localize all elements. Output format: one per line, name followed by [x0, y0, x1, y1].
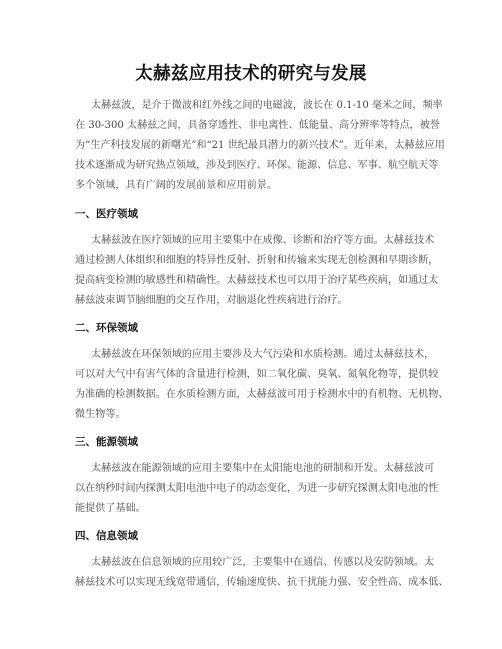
- paragraph-line: 技术逐渐成为研究热点领域，涉及到医疗、环保、能源、信息、军事、航空航天等: [75, 160, 439, 171]
- paragraph-line: 在 30-300 太赫兹之间，具备穿透性、非电离性、低能量、高分辨率等特点，被誉: [75, 120, 440, 131]
- paragraph-line: 通过检测人体组织和细胞的特异性反射、折射和传输来实现无创检测和早期诊断，: [75, 255, 439, 266]
- section-paragraph-environment: [75, 345, 449, 425]
- paragraph-line: 提高病变检测的敏感性和精确性。太赫兹技术也可以用于治疗某些疾病，如通过太: [75, 275, 439, 286]
- section-heading-information: 四、信息领域: [75, 530, 138, 542]
- paragraph-line: 多个领域，具有广阔的发展前景和应用前景。: [75, 180, 277, 191]
- paragraph-line: 可以对大气中有害气体的含量进行检测，如二氧化碳、臭氧、氮氧化物等，提供较: [75, 369, 439, 380]
- section-heading-energy: 三、能源领域: [75, 436, 138, 448]
- document-title: 太赫兹应用技术的研究与发展: [135, 64, 367, 84]
- paragraph-line: 太赫兹波在医疗领域的应用主要集中在成像、诊断和治疗等方面。太赫兹技术: [91, 235, 435, 246]
- section-paragraph-information: [75, 553, 449, 593]
- paragraph-line: 赫兹技术可以实现无线宽带通信，传输速度快、抗干扰能力强、安全性高、成本低、: [75, 577, 449, 588]
- paragraph-line: 赫兹波束调节脑细胞的交互作用，对脑退化性疾病进行治疗。: [75, 295, 348, 306]
- paragraph-line: 为“生产科技发展的新曙光”和“21 世纪最具潜力的新兴技术”。近年来，太赫兹应用: [75, 140, 445, 151]
- paragraph-line: 太赫兹波在信息领域的应用较广泛，主要集中在通信、传感以及安防领域。太: [91, 557, 435, 568]
- paragraph-line: 微生物等。: [75, 409, 126, 420]
- paragraph-line: 太赫兹波在环保领域的应用主要涉及大气污染和水质检测。通过太赫兹技术，: [91, 349, 435, 360]
- paragraph-line: 太赫兹波在能源领域的应用主要集中在太阳能电池的研制和开发。太赫兹波可: [91, 463, 435, 474]
- paragraph-line: 太赫兹波，是介于微波和红外线之间的电磁波，波长在 0.1-10 毫米之间，频率: [91, 100, 443, 111]
- section-paragraph-energy: [75, 459, 439, 519]
- section-heading-medical: 一、医疗领域: [75, 208, 138, 220]
- paragraph-line: 能提供了基础。: [75, 503, 146, 514]
- intro-paragraph: [75, 96, 445, 196]
- paragraph-line: 为准确的检测数据。在水质检测方面，太赫兹波可用于检测水中的有机物、无机物、: [75, 389, 449, 400]
- section-paragraph-medical: [75, 231, 439, 311]
- section-heading-environment: 二、环保领域: [75, 322, 138, 334]
- paragraph-line: 以在纳秒时间内探测太阳电池中电子的动态变化，为进一步研究探测太阳电池的性: [75, 483, 439, 494]
